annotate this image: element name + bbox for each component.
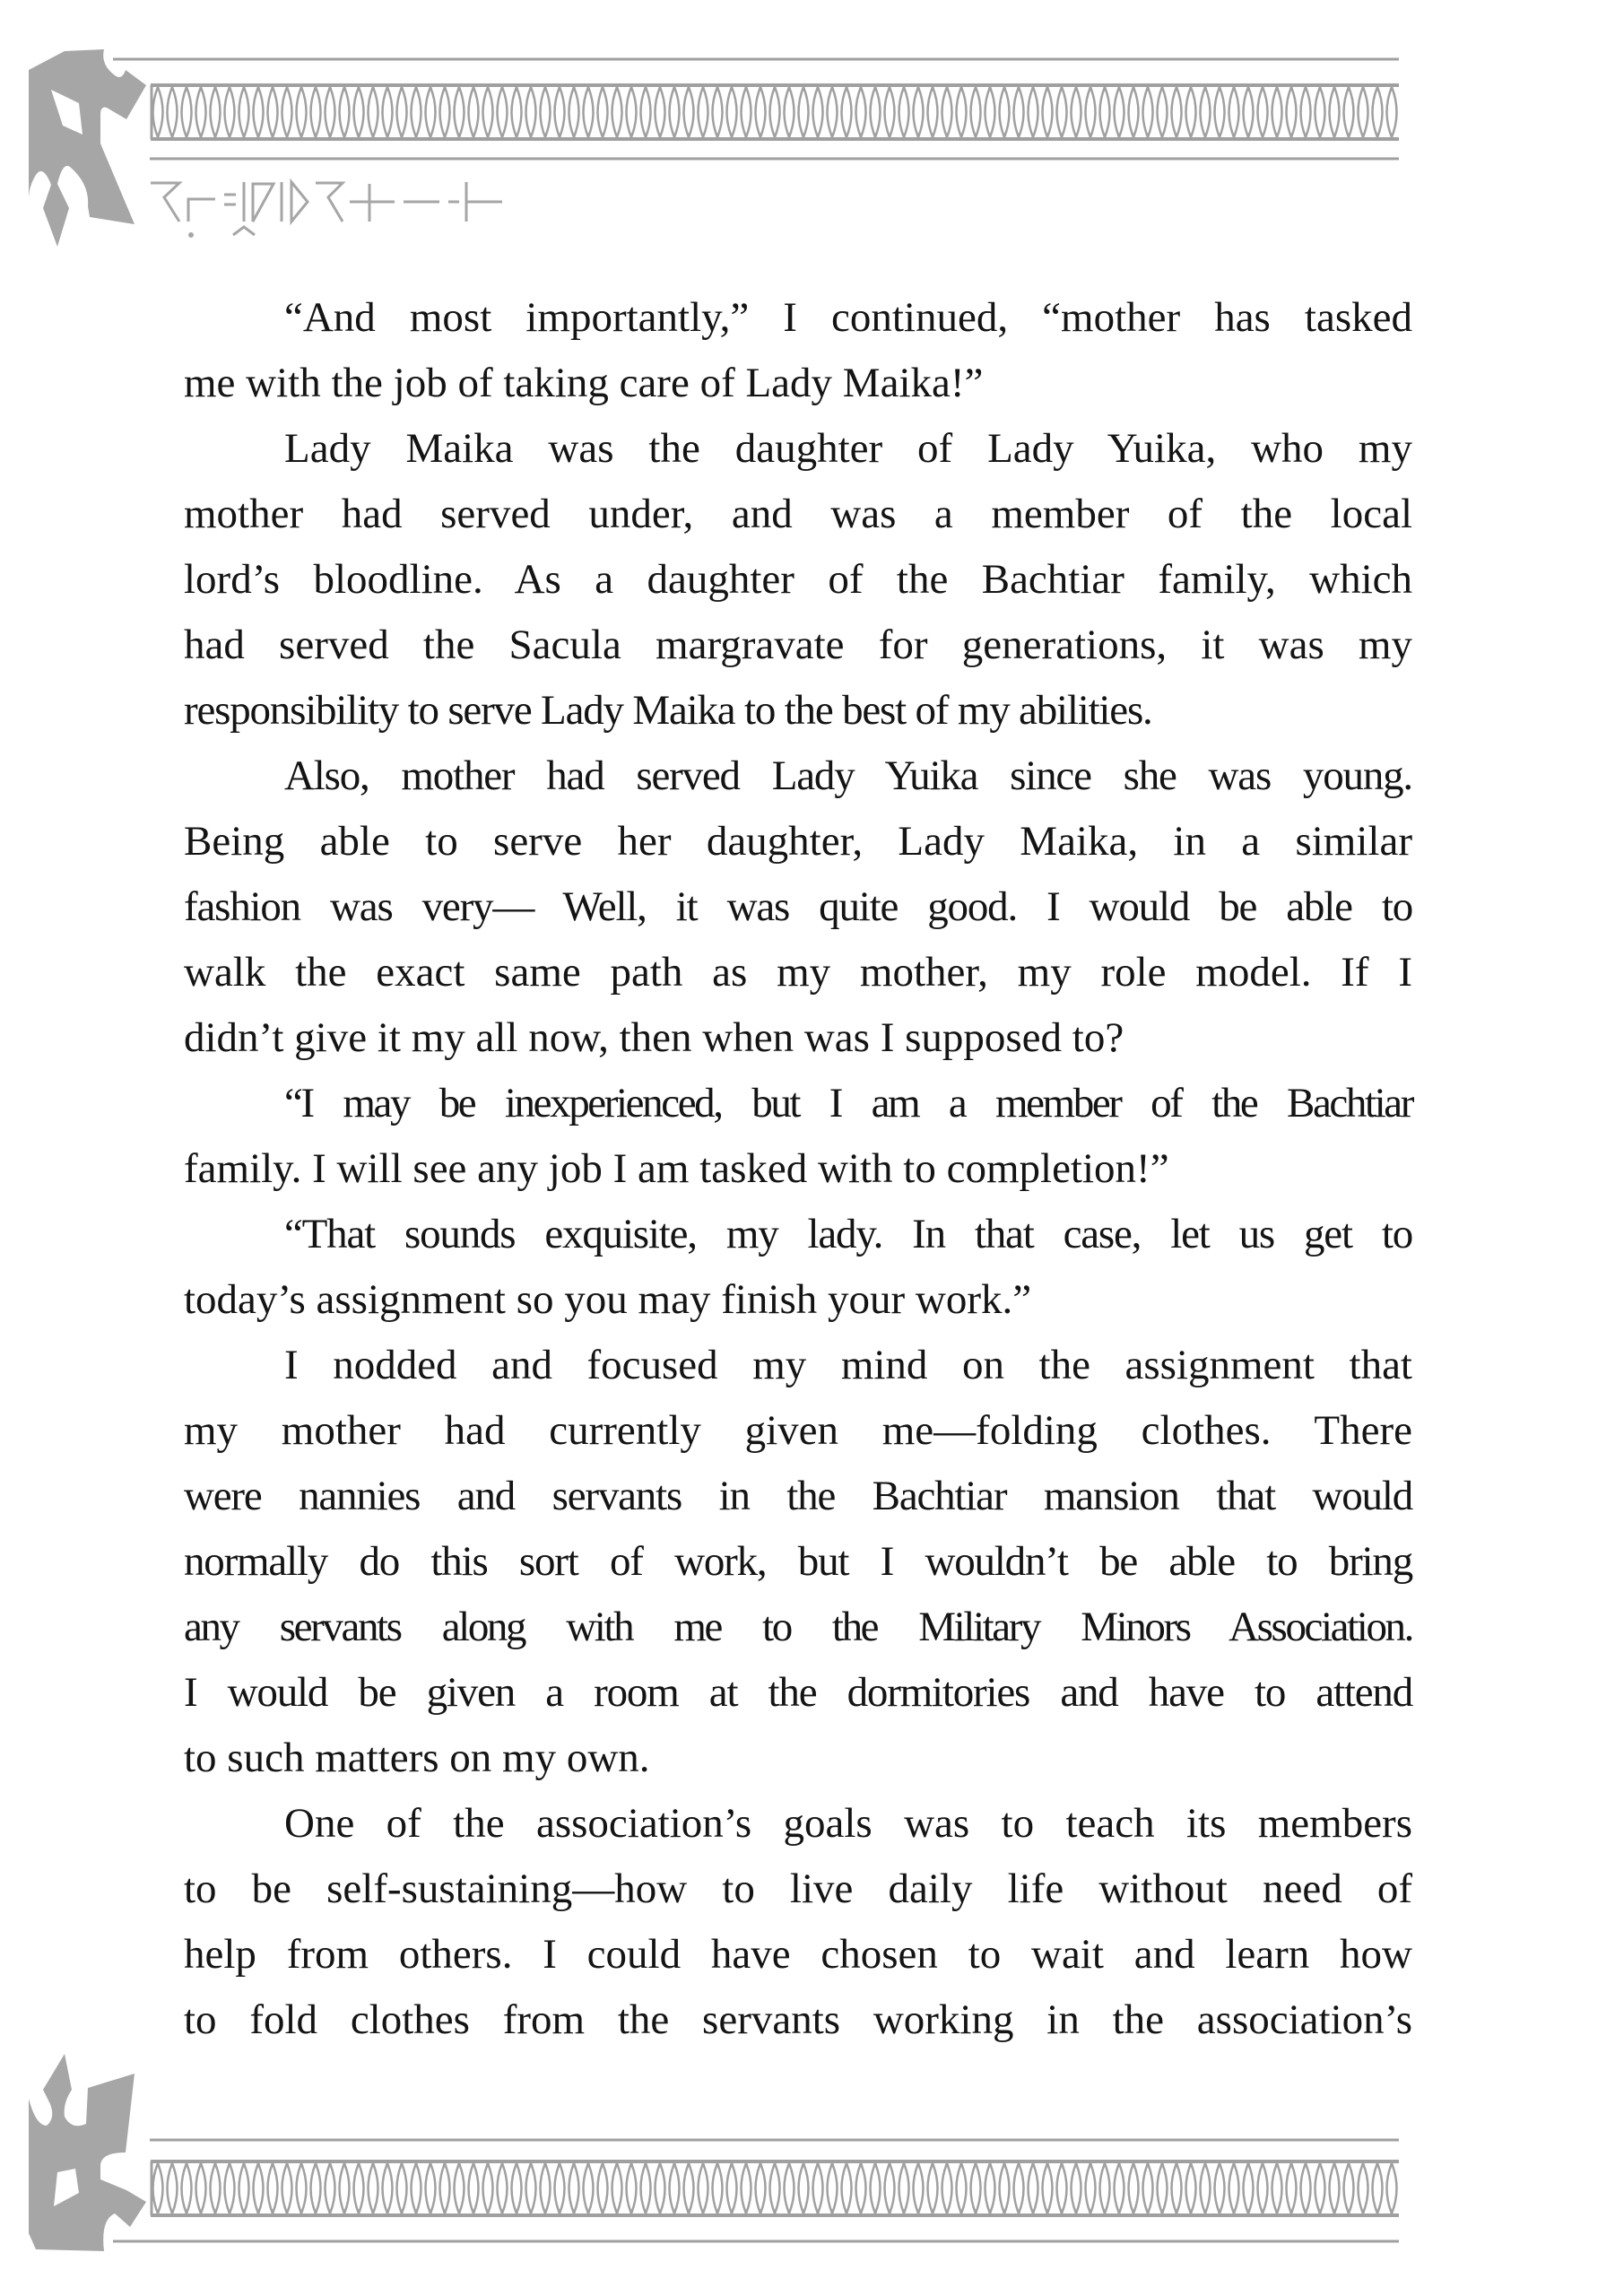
lens-mark (254, 2163, 264, 2213)
lens-mark (498, 2163, 508, 2213)
lens-mark (1330, 2163, 1340, 2213)
lens-mark (225, 2163, 235, 2213)
lens-mark (584, 87, 594, 137)
text-line: One of the association’s goals was to teach its members (284, 1800, 1412, 1847)
body-text (184, 285, 1412, 2053)
lens-mark (1201, 87, 1211, 137)
text-line: family. I will see any job I am tasked with to completion!” (184, 1145, 1169, 1192)
lens-mark (899, 2163, 909, 2213)
lens-mark (598, 87, 608, 137)
lens-mark (1143, 2163, 1153, 2213)
lens-mark (1172, 2163, 1182, 2213)
lens-mark (383, 2163, 393, 2213)
lens-mark (785, 87, 794, 137)
lens-mark (326, 87, 335, 137)
paragraph (184, 1333, 1412, 1791)
lens-mark (1244, 2163, 1254, 2213)
lens-mark (670, 2163, 680, 2213)
lens-mark (1287, 87, 1297, 137)
lens-mark (1215, 87, 1225, 137)
lens-mark (555, 87, 565, 137)
text-line: to fold clothes from the servants working in the association’s (184, 1996, 1412, 2043)
lens-mark (1244, 87, 1254, 137)
lens-mark (1229, 2163, 1239, 2213)
lens-mark (569, 2163, 579, 2213)
paragraph (184, 416, 1412, 744)
lens-mark (153, 2163, 163, 2213)
lens-mark (799, 87, 809, 137)
lens-mark (1215, 2163, 1225, 2213)
lens-mark (1086, 2163, 1096, 2213)
lens-mark (1072, 2163, 1081, 2213)
lens-mark (842, 2163, 852, 2213)
lens-mark (742, 87, 751, 137)
footer-ornament (0, 2018, 1615, 2296)
lens-mark (569, 87, 579, 137)
lens-mark (828, 87, 838, 137)
fleur-border-icon (0, 0, 1615, 269)
lens-mark (1330, 87, 1340, 137)
lens-mark (354, 2163, 364, 2213)
text-line: me with the job of taking care of Lady Maika!” (184, 360, 984, 406)
text-line: my mother had currently given me—folding clothes. There (184, 1407, 1412, 1454)
lens-mark (268, 87, 278, 137)
lens-mark (928, 87, 938, 137)
lens-mark (311, 87, 321, 137)
text-line: help from others. I could have chosen to wait and learn how (184, 1931, 1412, 1978)
lens-mark (656, 2163, 665, 2213)
lens-mark (211, 2163, 221, 2213)
lens-mark (1186, 87, 1196, 137)
lens-mark (225, 87, 235, 137)
lens-mark (469, 87, 479, 137)
lens-mark (885, 2163, 895, 2213)
lens-mark (1258, 87, 1268, 137)
paragraph (184, 1791, 1412, 2053)
lens-mark (1143, 87, 1153, 137)
lens-mark (684, 87, 694, 137)
lens-mark (340, 87, 350, 137)
lens-mark (971, 87, 981, 137)
lens-mark (914, 87, 924, 137)
lens-mark (1258, 2163, 1268, 2213)
lens-mark (354, 87, 364, 137)
lens-mark (1301, 87, 1311, 137)
lens-mark (756, 87, 766, 137)
lens-mark (168, 87, 178, 137)
lens-mark (612, 87, 622, 137)
lens-mark (713, 2163, 723, 2213)
lens-mark (1057, 2163, 1067, 2213)
lens-mark (856, 2163, 866, 2213)
lens-mark (1129, 2163, 1139, 2213)
lens-mark (397, 87, 407, 137)
paragraph (184, 1071, 1412, 1202)
lens-mark (1315, 2163, 1325, 2213)
lens-mark (871, 2163, 881, 2213)
lens-mark (1115, 2163, 1124, 2213)
text-line: Lady Maika was the daughter of Lady Yuika, who my (284, 425, 1412, 472)
lens-mark (1272, 87, 1282, 137)
text-line: were nannies and servants in the Bachtiar mansion that would (184, 1473, 1412, 1519)
lens-mark (282, 87, 292, 137)
lens-mark (153, 87, 163, 137)
lens-mark (555, 2163, 565, 2213)
lens-mark (1000, 87, 1010, 137)
text-line: any servants along with me to the Military Minors Association. (184, 1604, 1412, 1650)
lens-mark (1158, 2163, 1168, 2213)
lens-mark (770, 87, 780, 137)
lens-mark (1043, 2163, 1053, 2213)
text-line: “I may be inexperienced, but I am a member of the Bachtiar (284, 1080, 1412, 1126)
paragraph (184, 1202, 1412, 1333)
lens-mark (440, 2163, 450, 2213)
lens-mark (957, 2163, 967, 2213)
lens-mark (340, 2163, 350, 2213)
lens-mark (1100, 2163, 1110, 2213)
lens-mark (1229, 87, 1239, 137)
lens-mark (268, 2163, 278, 2213)
text-line: Also, mother had served Lady Yuika since she was young. (284, 752, 1412, 799)
lens-mark (899, 87, 909, 137)
lens-mark (440, 87, 450, 137)
lens-mark (369, 2163, 378, 2213)
lens-mark (168, 2163, 178, 2213)
lens-mark (239, 2163, 249, 2213)
lens-mark (297, 2163, 307, 2213)
text-line: didn’t give it my all now, then when was I supposed to? (184, 1014, 1124, 1061)
lens-mark (727, 2163, 737, 2213)
lens-mark (942, 2163, 952, 2213)
lens-mark (1043, 87, 1053, 137)
lens-mark (828, 2163, 838, 2213)
lens-mark (1301, 2163, 1311, 2213)
lens-mark (1359, 87, 1368, 137)
lens-mark (799, 2163, 809, 2213)
lens-mark (211, 87, 221, 137)
lens-mark (641, 87, 651, 137)
lens-mark (1359, 2163, 1368, 2213)
lens-mark (1115, 87, 1124, 137)
lens-mark (985, 2163, 995, 2213)
lens-mark (684, 2163, 694, 2213)
text-line: I would be given a room at the dormitories and have to attend (184, 1669, 1412, 1716)
lens-mark (541, 2163, 551, 2213)
lens-mark (1100, 87, 1110, 137)
lens-mark (598, 2163, 608, 2213)
lens-mark (1086, 87, 1096, 137)
fleur-corner-icon (29, 49, 146, 247)
lens-mark (397, 2163, 407, 2213)
text-line: responsibility to serve Lady Maika to the best of my abilities. (184, 687, 1152, 734)
lens-mark (541, 87, 551, 137)
lens-mark (641, 2163, 651, 2213)
lens-mark (1029, 2163, 1038, 2213)
lens-mark (1172, 87, 1182, 137)
lens-mark (942, 87, 952, 137)
lens-mark (885, 87, 895, 137)
lens-mark (498, 87, 508, 137)
text-line: “And most importantly,” I continued, “mother has tasked (284, 294, 1412, 341)
lens-mark (182, 2163, 192, 2213)
lens-mark (756, 2163, 766, 2213)
lens-mark (311, 2163, 321, 2213)
text-line: “That sounds exquisite, my lady. In that case, let us get to (284, 1211, 1412, 1257)
paragraphs (184, 285, 1412, 2053)
lens-mark (957, 87, 967, 137)
paragraph (184, 744, 1412, 1071)
lens-mark (1014, 2163, 1024, 2213)
lens-mark (1029, 87, 1038, 137)
runic-title-icon (151, 182, 502, 237)
lens-mark (699, 2163, 708, 2213)
lens-mark (196, 87, 206, 137)
lens-mark (412, 87, 421, 137)
text-line: to be self-sustaining—how to live daily life without need of (184, 1866, 1412, 1912)
lens-mark (1387, 87, 1397, 137)
text-line: had served the Sacula margravate for generations, it was my (184, 622, 1412, 668)
lens-mark (1000, 2163, 1010, 2213)
lens-mark (813, 2163, 823, 2213)
lens-mark (856, 87, 866, 137)
text-line: today’s assignment so you may finish your work.” (184, 1276, 1032, 1323)
lens-mark (1344, 2163, 1354, 2213)
text-line: I nodded and focused my mind on the assignment that (284, 1342, 1412, 1388)
lens-mark (239, 87, 249, 137)
lens-mark (871, 87, 881, 137)
lens-mark (1387, 2163, 1397, 2213)
text-line: Being able to serve her daughter, Lady Maika, in a similar (184, 818, 1412, 865)
lens-mark (1272, 2163, 1282, 2213)
lens-mark (1014, 87, 1024, 137)
lens-mark (297, 87, 307, 137)
lens-mark (426, 2163, 436, 2213)
lens-mark (584, 2163, 594, 2213)
lens-mark (526, 87, 536, 137)
lens-mark (612, 2163, 622, 2213)
lens-pattern (153, 2163, 1397, 2213)
lens-mark (455, 87, 465, 137)
lens-mark (1373, 87, 1383, 137)
lens-mark (196, 2163, 206, 2213)
lens-mark (727, 87, 737, 137)
lens-mark (326, 2163, 335, 2213)
lens-mark (971, 2163, 981, 2213)
lens-mark (455, 2163, 465, 2213)
fleur-border-icon (0, 2018, 1615, 2296)
lens-mark (1186, 2163, 1196, 2213)
lens-mark (483, 2163, 493, 2213)
lens-mark (914, 2163, 924, 2213)
lens-mark (842, 87, 852, 137)
lens-mark (699, 87, 708, 137)
text-line: normally do this sort of work, but I wouldn’t be able to bring (184, 1538, 1412, 1585)
lens-mark (670, 87, 680, 137)
lens-mark (526, 2163, 536, 2213)
lens-mark (770, 2163, 780, 2213)
lens-mark (469, 2163, 479, 2213)
lens-mark (1129, 87, 1139, 137)
lens-mark (412, 2163, 421, 2213)
fleur-corner-icon (29, 2054, 146, 2251)
lens-mark (656, 87, 665, 137)
lens-mark (512, 2163, 522, 2213)
lens-mark (627, 2163, 637, 2213)
lens-mark (713, 87, 723, 137)
lens-mark (383, 87, 393, 137)
text-line: fashion was very— Well, it was quite good. I would be able to (184, 883, 1412, 930)
paragraph (184, 285, 1412, 416)
lens-mark (1344, 87, 1354, 137)
lens-mark (254, 87, 264, 137)
lens-mark (742, 2163, 751, 2213)
lens-mark (1287, 2163, 1297, 2213)
lens-mark (1315, 87, 1325, 137)
lens-mark (928, 2163, 938, 2213)
lens-mark (785, 2163, 794, 2213)
lens-mark (627, 87, 637, 137)
lens-mark (512, 87, 522, 137)
lens-mark (483, 87, 493, 137)
text-line: to such matters on my own. (184, 1735, 650, 1781)
lens-mark (813, 87, 823, 137)
header-ornament (0, 0, 1615, 269)
lens-mark (369, 87, 378, 137)
lens-mark (1158, 87, 1168, 137)
lens-pattern (153, 87, 1397, 137)
text-line: lord’s bloodline. As a daughter of the Bachtiar family, which (184, 556, 1412, 603)
text-line: mother had served under, and was a member of the local (184, 491, 1412, 537)
lens-mark (182, 87, 192, 137)
text-line: walk the exact same path as my mother, my role model. If I (184, 949, 1412, 996)
lens-mark (1373, 2163, 1383, 2213)
lens-mark (1057, 87, 1067, 137)
lens-mark (985, 87, 995, 137)
lens-mark (282, 2163, 292, 2213)
lens-mark (1201, 2163, 1211, 2213)
lens-mark (1072, 87, 1081, 137)
lens-mark (426, 87, 436, 137)
